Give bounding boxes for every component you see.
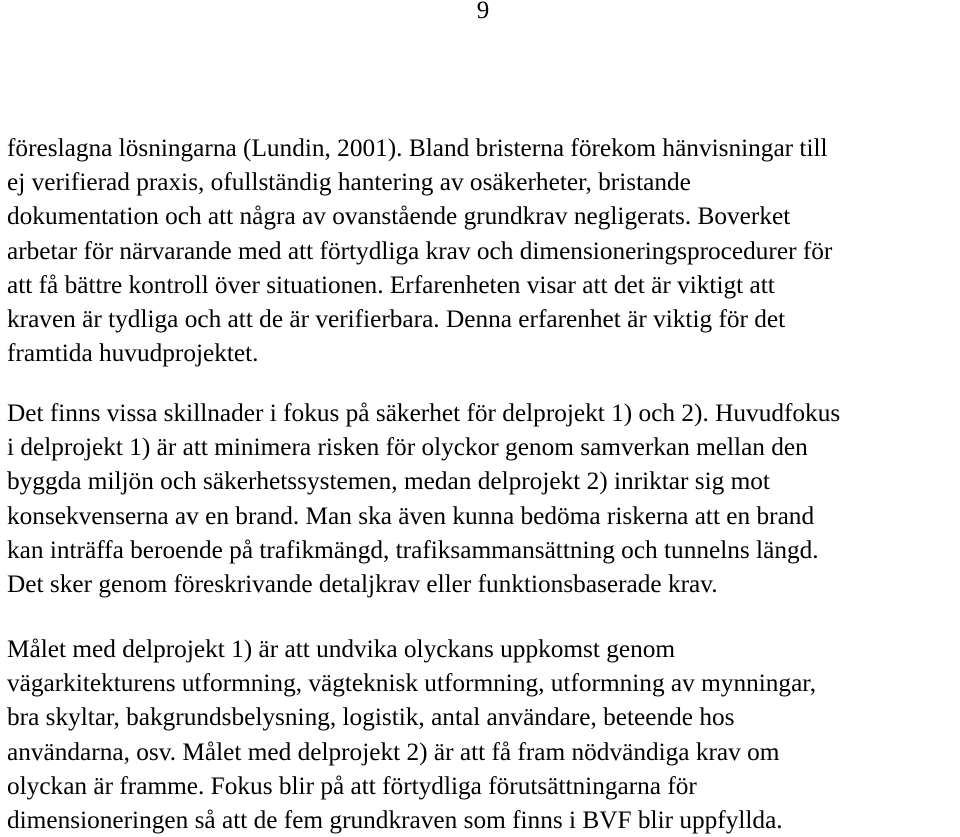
text-line: föreslagna lösningarna (Lundin, 2001). Bland bristerna förekom hänvisningar till xyxy=(7,134,828,162)
text-line: arbetar för närvarande med att förtydliga krav och dimensioneringsprocedurer för xyxy=(7,236,833,265)
paragraph-2 xyxy=(7,396,960,601)
text-line: framtida huvudprojektet. xyxy=(7,339,259,368)
text-line: kan inträffa beroende på trafikmängd, trafiksammansättning och tunnelns längd. xyxy=(7,535,819,564)
text-line: dokumentation och att några av ovanstående grundkrav negligerats. Boverket xyxy=(7,202,791,231)
text-line: i delprojekt 1) är att minimera risken för olyckor genom samverkan mellan den xyxy=(7,433,808,462)
text-line: Det sker genom föreskrivande detaljkrav eller funktionsbaserade krav. xyxy=(7,569,718,598)
text-line: vägarkitekturens utformning, vägteknisk utformning, utformning av mynningar, xyxy=(7,669,817,698)
text-line: byggda miljön och säkerhetssystemen, medan delprojekt 2) inriktar sig mot xyxy=(7,467,770,496)
paragraph-1 xyxy=(7,131,960,370)
text-line: konsekvenserna av en brand. Man ska även kunna bedöma riskerna att en brand xyxy=(7,501,815,530)
text-line: kraven är tydliga och att de är verifierbara. Denna erfarenhet är viktig för det xyxy=(7,304,786,333)
paragraph-3 xyxy=(7,632,960,837)
page-number: 9 xyxy=(476,0,490,24)
text-line: bra skyltar, bakgrundsbelysning, logistik, antal användare, beteende hos xyxy=(7,703,735,732)
text-line: ej verifierad praxis, ofullständig hantering av osäkerheter, bristande xyxy=(7,168,691,197)
text-line: att få bättre kontroll över situationen. Erfarenheten visar att det är viktigt att xyxy=(7,270,775,299)
text-line: användarna, osv. Målet med delprojekt 2) är att få fram nödvändiga krav om xyxy=(7,737,780,766)
text-line: Målet med delprojekt 1) är att undvika olyckans uppkomst genom xyxy=(7,635,676,663)
text-line: Det finns vissa skillnader i fokus på säkerhet för delprojekt 1) och 2). Huvudfokus xyxy=(7,399,841,427)
text-line: olyckan är framme. Fokus blir på att förtydliga förutsättningarna för xyxy=(7,771,697,800)
text-line: dimensioneringen så att de fem grundkraven som finns i BVF blir uppfyllda. xyxy=(7,805,783,834)
